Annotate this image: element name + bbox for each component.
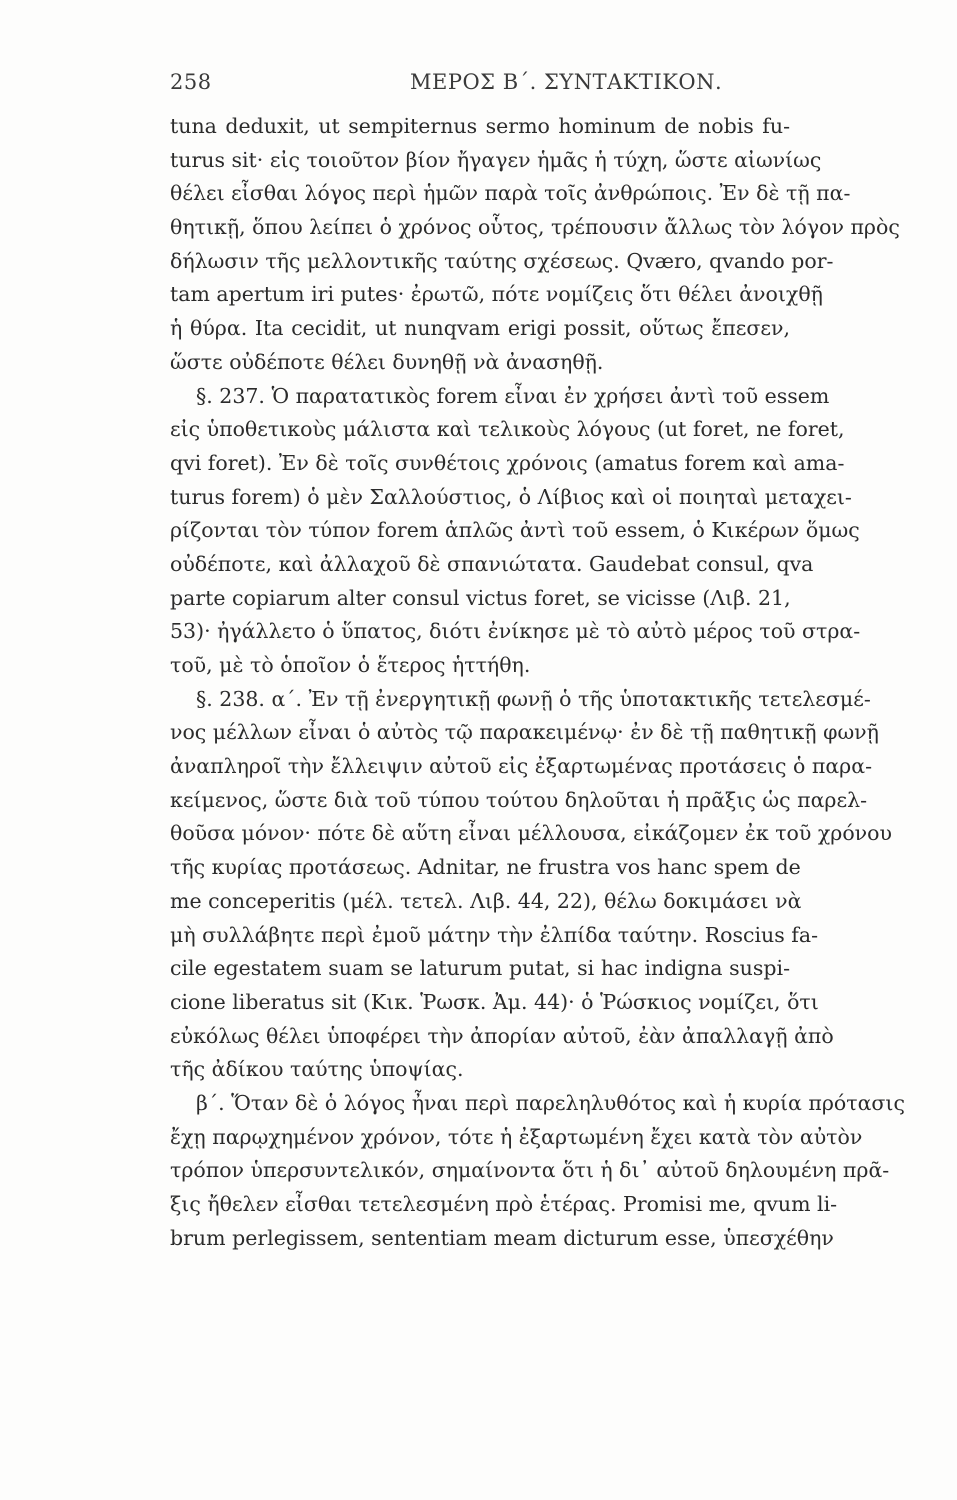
body-text xyxy=(170,110,905,1255)
text-line: ξις ἤθελεν εἶσθαι τετελεσμένη πρὸ ἑτέρας. Promisi me, qvum li- xyxy=(170,1192,838,1216)
running-head xyxy=(170,70,790,106)
text-line: μὴ συλλάβητε περὶ ἐμοῦ μάτην τὴν ἐλπίδα ταύτην. Roscius fa- xyxy=(170,922,819,947)
text-line: turus sit· εἰς τοιοῦτον βίον ἤγαγεν ἡμᾶς ἡ τύχη, ὥστε αἰωνίως xyxy=(170,147,822,172)
text-line: δήλωσιν τῆς μελλοντικῆς ταύτης σχέσεως. Qværo, qvando por- xyxy=(170,248,834,273)
text-line: turus forem) ὁ μὲν Σαλλούστιος, ὁ Λίβιος καὶ οἱ ποιηταὶ μεταχει- xyxy=(170,484,852,509)
text-line: cile egestatem suam se laturum putat, si hac indigna suspi- xyxy=(170,956,790,981)
text-line: cione liberatus sit (Κικ. Ῥωσκ. Ἀμ. 44)· ὁ Ῥώσκιος νομίζει, ὅτι xyxy=(170,989,819,1014)
text-line: tam apertum iri putes· ἐρωτῶ, πότε νομίζεις ὅτι θέλει ἀνοιχθῇ xyxy=(170,282,823,307)
text-line: εὐκόλως θέλει ὑποφέρει τὴν ἀπορίαν αὐτοῦ, ἐὰν ἀπαλλαγῇ ἀπὸ xyxy=(170,1023,834,1048)
section-heading-line: §. 237. Ὁ παρατατικὸς forem εἶναι ἐν χρήσει ἀντὶ τοῦ essem xyxy=(196,383,830,408)
text-line: θοῦσα μόνον· πότε δὲ αὕτη εἶναι μέλλουσα, εἰκάζομεν ἐκ τοῦ χρόνου xyxy=(170,821,892,846)
text-line: τῆς κυρίας προτάσεως. Adnitar, ne frustra vos hanc spem de xyxy=(170,855,801,880)
text-line: οὐδέποτε, καὶ ἀλλαχοῦ δὲ σπανιώτατα. Gaudebat consul, qva xyxy=(170,551,814,576)
text-line: κείμενος, ὥστε διὰ τοῦ τύπου τούτου δηλοῦται ἡ πρᾶξις ὡς παρελ- xyxy=(170,787,867,812)
text-line: tuna deduxit, ut sempiternus sermo hominum de nobis fu- xyxy=(170,114,790,138)
text-line: θέλει εἶσθαι λόγος περὶ ἡμῶν παρὰ τοῖς ἀνθρώποις. Ἐν δὲ τῇ πα- xyxy=(170,181,851,206)
text-line: ρίζονται τὸν τύπον forem ἁπλῶς ἀντὶ τοῦ essem, ὁ Κικέρων ὅμως xyxy=(170,518,860,543)
text-line: εἰς ὑποθετικοὺς μάλιστα καὶ τελικοὺς λόγους (ut foret, ne foret, xyxy=(170,417,845,442)
text-line: τρόπον ὑπερσυντελικόν, σημαίνοντα ὅτι ἡ δι᾽ αὐτοῦ δηλουμένη πρᾶ- xyxy=(170,1158,890,1183)
section-heading-line: β΄. Ὅταν δὲ ὁ λόγος ἦναι περὶ παρεληλυθότος καὶ ἡ κυρία πρότασις xyxy=(196,1090,905,1115)
section-heading-line: §. 238. α΄. Ἐν τῇ ἐνεργητικῇ φωνῇ ὁ τῆς ὑποτακτικῆς τετελεσμέ- xyxy=(196,686,871,711)
text-line: ὥστε οὐδέποτε θέλει δυνηθῇ νὰ ἀνασηθῇ. xyxy=(170,349,604,374)
text-line: parte copiarum alter consul victus foret, se vicisse (Λιβ. 21, xyxy=(170,585,791,610)
text-line: ἔχῃ παρῳχημένον χρόνον, τότε ἡ ἐξαρτωμένη ἔχει κατὰ τὸν αὐτὸν xyxy=(170,1124,863,1149)
page-number: 258 xyxy=(170,70,212,94)
text-line: 53)· ἠγάλλετο ὁ ὕπατος, διότι ἐνίκησε μὲ τὸ αὐτὸ μέρος τοῦ στρα- xyxy=(170,619,861,644)
text-line: θητικῇ, ὅπου λείπει ὁ χρόνος οὗτος, τρέπουσιν ἄλλως τὸν λόγον πρὸς xyxy=(170,215,900,240)
text-line: νος μέλλων εἶναι ὁ αὐτὸς τῷ παρακειμένῳ· ἐν δὲ τῇ παθητικῇ φωνῇ xyxy=(170,720,879,745)
text-line: brum perlegissem, sententiam meam dicturum esse, ὑπεσχέθην xyxy=(170,1225,834,1250)
text-line: ἀναπληροῖ τὴν ἔλλειψιν αὐτοῦ εἰς ἐξαρτωμένας προτάσεις ὁ παρα- xyxy=(170,754,872,779)
text-line: τῆς ἀδίκου ταύτης ὑποψίας. xyxy=(170,1057,464,1082)
text-line: qvi foret). Ἐν δὲ τοῖς συνθέτοις χρόνοις (amatus forem καὶ ama- xyxy=(170,450,845,475)
text-line: τοῦ, μὲ τὸ ὁποῖον ὁ ἕτερος ἡττήθη. xyxy=(170,653,531,677)
text-line: ἡ θύρα. Ita cecidit, ut nunqvam erigi possit, οὕτως ἔπεσεν, xyxy=(170,316,790,341)
chapter-title: ΜΕΡΟΣ Β΄. ΣΥΝΤΑΚΤΙΚΟΝ. xyxy=(410,70,723,94)
text-line: me conceperitis (μέλ. τετελ. Λιβ. 44, 22), θέλω δοκιμάσει νὰ xyxy=(170,888,802,913)
